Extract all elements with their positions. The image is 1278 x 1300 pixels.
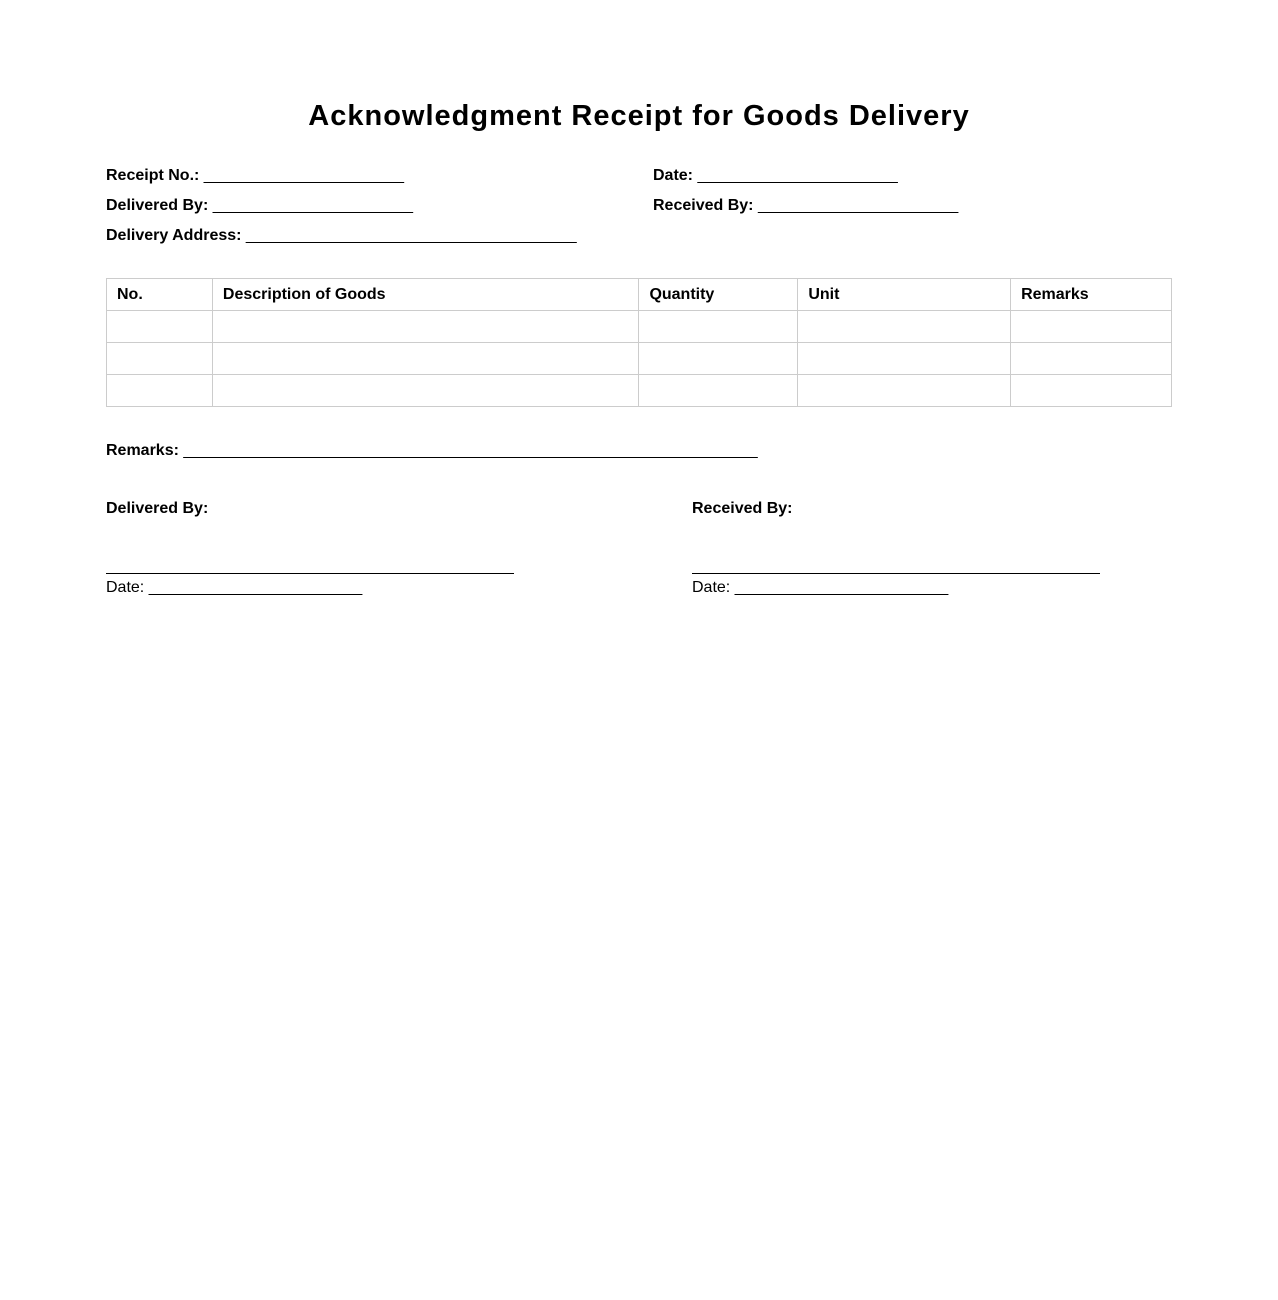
cell-quantity[interactable] [639, 311, 798, 343]
cell-description[interactable] [212, 343, 639, 375]
received-by-signature-block [692, 499, 1102, 598]
received-by-blank[interactable]: _______________________ [757, 197, 959, 214]
table-row [107, 311, 1172, 343]
received-by-label: Received By: [653, 197, 754, 214]
column-header-no: No. [107, 279, 213, 311]
delivered-by-signature-block [106, 499, 516, 598]
cell-quantity[interactable] [639, 375, 798, 407]
cell-remarks[interactable] [1011, 375, 1172, 407]
remarks-blank[interactable]: __________________________________________________________________ [183, 442, 758, 459]
receipt-no-field[interactable] [106, 166, 404, 186]
table-row [107, 343, 1172, 375]
delivered-by-date-blank[interactable]: ________________________ [148, 579, 363, 596]
column-header-unit: Unit [798, 279, 1011, 311]
cell-no[interactable] [107, 375, 213, 407]
delivery-address-label: Delivery Address: [106, 227, 242, 244]
delivery-address-blank[interactable]: ______________________________________ [245, 227, 577, 244]
cell-unit[interactable] [798, 343, 1011, 375]
date-field[interactable] [653, 166, 898, 186]
delivered-by-date-field[interactable] [106, 578, 516, 598]
cell-description[interactable] [212, 311, 639, 343]
cell-remarks[interactable] [1011, 311, 1172, 343]
goods-table [106, 278, 1172, 407]
delivered-by-date-label: Date: [106, 579, 145, 596]
cell-remarks[interactable] [1011, 343, 1172, 375]
date-label: Date: [653, 167, 694, 184]
received-by-signature-label: Received By: [692, 500, 793, 517]
cell-description[interactable] [212, 375, 639, 407]
delivered-by-field[interactable] [106, 196, 413, 216]
receipt-no-label: Receipt No.: [106, 167, 200, 184]
document-title: Acknowledgment Receipt for Goods Delivery [308, 100, 970, 132]
received-by-date-blank[interactable]: ________________________ [734, 579, 949, 596]
received-by-field[interactable] [653, 196, 958, 216]
table-header-row [107, 279, 1172, 311]
cell-quantity[interactable] [639, 343, 798, 375]
column-header-description: Description of Goods [212, 279, 639, 311]
received-by-date-field[interactable] [692, 578, 1102, 598]
received-by-date-label: Date: [692, 579, 731, 596]
delivered-by-label: Delivered By: [106, 197, 209, 214]
cell-unit[interactable] [798, 311, 1011, 343]
cell-no[interactable] [107, 311, 213, 343]
delivery-address-field[interactable] [106, 226, 576, 246]
cell-unit[interactable] [798, 375, 1011, 407]
cell-no[interactable] [107, 343, 213, 375]
remarks-field[interactable] [106, 441, 758, 461]
receipt-no-blank[interactable]: _______________________ [203, 167, 404, 184]
column-header-quantity: Quantity [639, 279, 798, 311]
date-blank[interactable]: _______________________ [697, 167, 898, 184]
delivered-by-signature-label: Delivered By: [106, 500, 209, 517]
delivered-by-blank[interactable]: _______________________ [212, 197, 413, 214]
column-header-remarks: Remarks [1011, 279, 1172, 311]
delivered-by-signature-line[interactable] [106, 573, 514, 574]
table-row [107, 375, 1172, 407]
received-by-signature-line[interactable] [692, 573, 1100, 574]
remarks-label: Remarks: [106, 442, 179, 459]
